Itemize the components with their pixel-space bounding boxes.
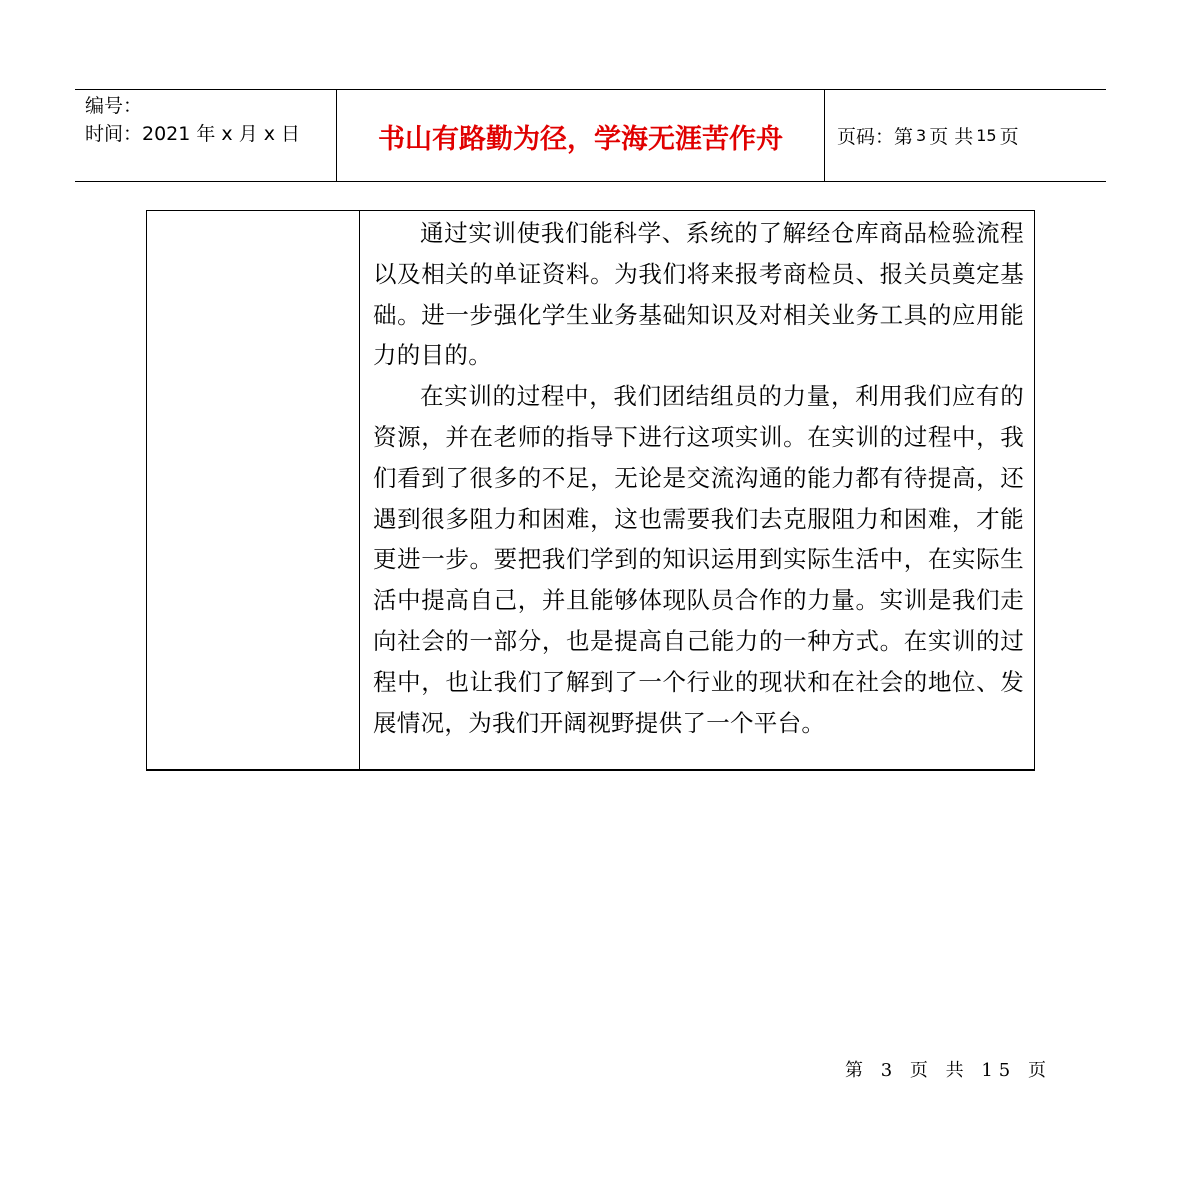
page-header xyxy=(75,89,1106,182)
page-suffix: 页 xyxy=(999,126,1019,148)
paragraph-1: 通过实训使我们能科学、系统的了解经仓库商品检验流程以及相关的单证资料。为我们将来报考商检员、报关员奠定基础。进一步强化学生业务基础知识及对相关业务工具的应用能力的目的。 xyxy=(373,219,1024,370)
page-total: 15 xyxy=(976,126,997,145)
header-page-cell xyxy=(825,90,1106,181)
date-label: 时间：2021 年 x 月 x 日 xyxy=(85,123,301,145)
header-info-cell xyxy=(75,90,337,181)
table-text-cell xyxy=(360,211,1034,769)
serial-number-label: 编号： xyxy=(85,95,143,117)
content-table xyxy=(146,210,1035,771)
paragraph-2: 在实训的过程中，我们团结组员的力量，利用我们应有的资源，并在老师的指导下进行这项实训。在实训的过程中，我们看到了很多的不足，无论是交流沟通的能力都有待提高，还遇到很多阻力和困难，这也需要我们去克服阻力和困难，才能更进一步。要把我们学到的知识运用到实际生活中，在实际生活中提高自己，并且能够体现队员合作的力量。实训是我们走向社会的一部分，也是提高自己能力的一种方式。在实训的过程中，也让我们了解到了一个行业的现状和在社会的地位、发展情况，为我们开阔视野提供了一个平台。 xyxy=(373,382,1024,737)
page-prefix: 页码：第 xyxy=(837,126,914,148)
page-mid: 页 共 xyxy=(929,126,974,148)
header-motto-cell xyxy=(337,90,825,181)
page-current: 3 xyxy=(916,126,927,145)
table-label-cell xyxy=(147,211,360,769)
page-footer: 第 3 页 共 15 页 xyxy=(845,1060,1052,1081)
motto-text: 书山有路勤为径，学海无涯苦作舟 xyxy=(378,124,783,155)
